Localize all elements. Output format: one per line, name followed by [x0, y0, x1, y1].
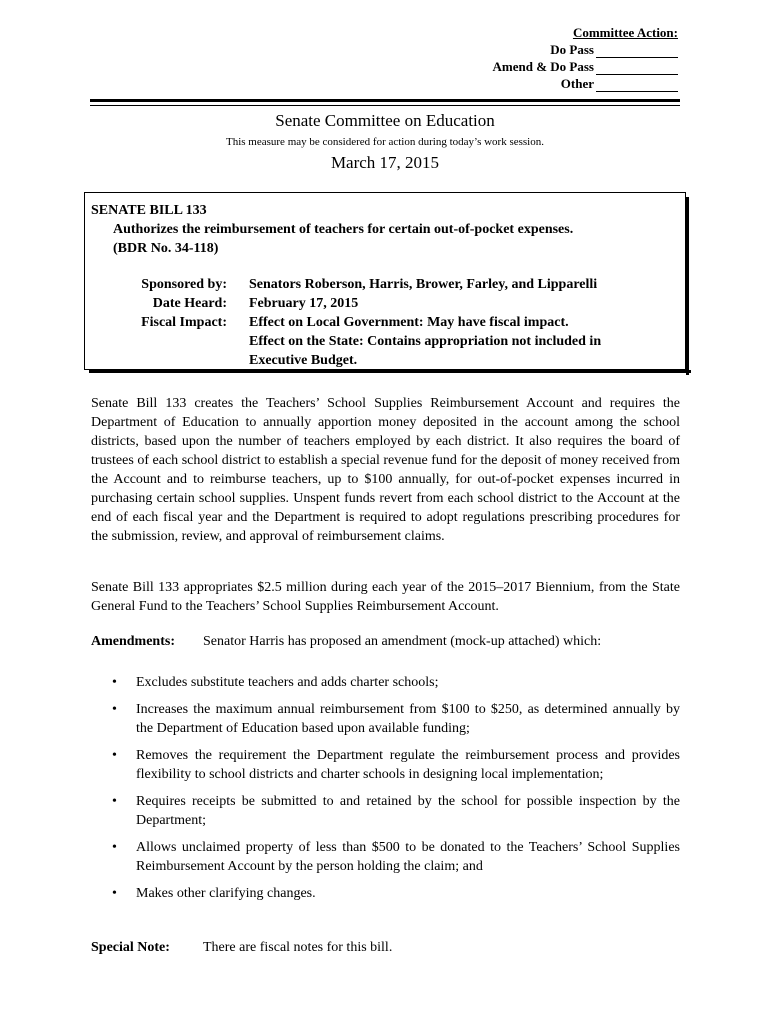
header-divider-thin — [90, 105, 680, 106]
committee-subtitle: This measure may be considered for action during today’s work session. — [225, 136, 544, 148]
box-shadow-right — [686, 197, 689, 375]
list-item-text: Requires receipts be submitted to and retained by the school for possible inspection by the Department; — [136, 794, 680, 828]
date-heard-row — [85, 294, 685, 313]
do-pass-row — [493, 41, 678, 58]
date-heard-label: Date Heard: — [152, 296, 227, 311]
list-item-text: Allows unclaimed property of less than $500 to be donated to the Teachers’ School Supplies Reimbursement Account by the person holding the claim; and — [136, 840, 680, 874]
committee-action-block — [493, 24, 678, 92]
amendment-list — [109, 673, 680, 903]
fiscal-state-value-1: Effect on the State: Contains appropriation not included in — [249, 334, 602, 349]
bill-summary-box — [84, 192, 686, 370]
bill-meta — [85, 275, 685, 370]
amendments-row — [91, 634, 680, 650]
fiscal-impact-row — [85, 313, 685, 332]
list-item — [109, 884, 680, 903]
list-item — [109, 792, 680, 830]
fiscal-state-row-2 — [85, 351, 685, 370]
list-item — [109, 838, 680, 876]
bullet-icon: • — [112, 886, 117, 901]
other-label: Other — [560, 76, 594, 91]
list-item — [109, 746, 680, 784]
summary-paragraph-2: Senate Bill 133 appropriates $2.5 million during each year of the 2015–2017 Biennium, from the State General Fund to the Teachers’ School Supplies Reimbursement Account. — [91, 580, 680, 614]
sponsored-by-value: Senators Roberson, Harris, Brower, Farley, and Lipparelli — [249, 277, 598, 292]
list-item-text: Makes other clarifying changes. — [136, 886, 316, 901]
box-shadow-bottom — [89, 370, 691, 373]
list-item-text: Increases the maximum annual reimbursement from $100 to $250, as determined annually by the Department of Education based upon available funding; — [136, 702, 680, 736]
list-item-text: Excludes substitute teachers and adds charter schools; — [136, 675, 439, 690]
bdr-number: (BDR No. 34-118) — [113, 241, 219, 256]
summary-paragraph-1: Senate Bill 133 creates the Teachers’ School Supplies Reimbursement Account and requires the Department of Education to annually apportion money deposited in the account among the school districts, based upon the number of teachers employed by each district. It also requires the board of trustees of each school district to establish a special revenue fund for the deposit of money received from the Account and to reimburse teachers, up to $100 annually, for out-of-pocket expenses incurred in purchasing certain school supplies. Unspent funds revert from each school district to the Account at the end of each fiscal year and the Department is required to adopt regulations prescribing procedures for the submission, review, and approval of reimbursement claims. — [91, 396, 680, 544]
amend-do-pass-blank — [596, 62, 678, 75]
special-note-label: Special Note: — [91, 940, 170, 955]
amendments-label: Amendments: — [91, 634, 175, 649]
sponsored-by-label: Sponsored by: — [141, 277, 227, 292]
special-note-row — [91, 940, 680, 956]
list-item — [109, 673, 680, 692]
sponsored-by-row — [85, 275, 685, 294]
header-divider — [90, 99, 680, 106]
bill-description: Authorizes the reimbursement of teachers for certain out-of-pocket expenses. — [113, 222, 574, 237]
bullet-icon: • — [112, 675, 117, 690]
committee-action-title: Committee Action: — [572, 25, 678, 40]
bullet-icon: • — [112, 840, 117, 855]
committee-title: Senate Committee on Education — [275, 111, 495, 130]
list-item — [109, 700, 680, 738]
special-note-text: There are fiscal notes for this bill. — [203, 940, 393, 955]
list-item-text: Removes the requirement the Department regulate the reimbursement process and provides flexibility to school districts and charter schools in designing local implementation; — [136, 748, 680, 782]
amend-do-pass-label: Amend & Do Pass — [492, 59, 594, 74]
do-pass-blank — [596, 45, 678, 58]
fiscal-state-row — [85, 332, 685, 351]
do-pass-label: Do Pass — [550, 42, 594, 57]
other-blank — [596, 79, 678, 92]
bullet-icon: • — [112, 748, 117, 763]
fiscal-local-value: Effect on Local Government: May have fiscal impact. — [249, 315, 569, 330]
bullet-icon: • — [112, 702, 117, 717]
bill-number: SENATE BILL 133 — [91, 203, 207, 218]
fiscal-state-value-2: Executive Budget. — [249, 353, 358, 368]
amend-do-pass-row — [493, 58, 678, 75]
bullet-icon: • — [112, 794, 117, 809]
fiscal-impact-label: Fiscal Impact: — [141, 315, 227, 330]
amendments-text: Senator Harris has proposed an amendment (mock-up attached) which: — [203, 634, 602, 649]
header-divider-thick — [90, 99, 680, 102]
other-row — [493, 75, 678, 92]
date-heard-value: February 17, 2015 — [249, 296, 359, 311]
hearing-date: March 17, 2015 — [330, 153, 440, 172]
